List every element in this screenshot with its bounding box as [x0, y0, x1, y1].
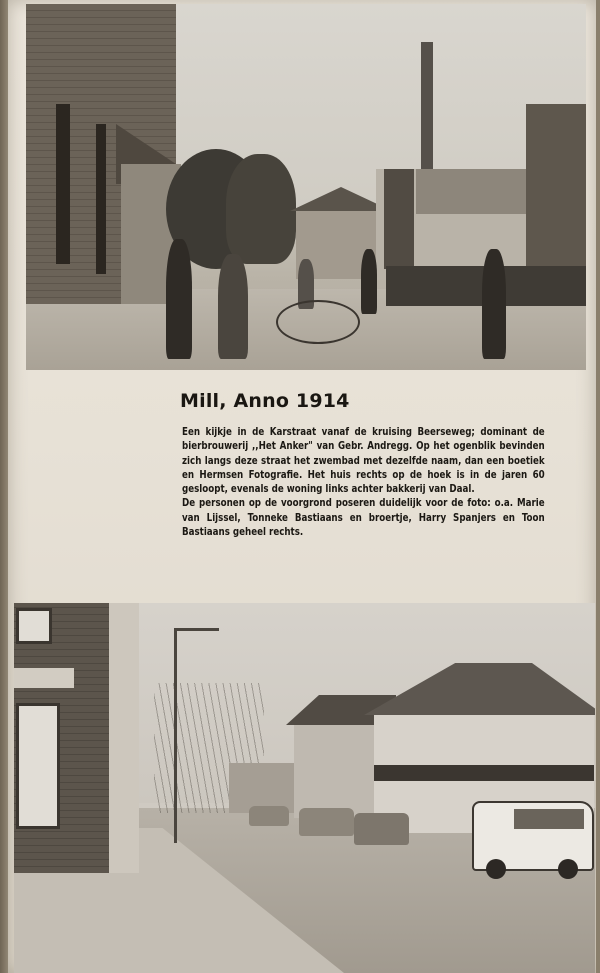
photo-person	[482, 249, 506, 359]
photo-handcart	[276, 300, 360, 344]
photo-car	[354, 813, 409, 845]
article-title: Mill, Anno 1914	[180, 390, 350, 412]
photo-person	[218, 254, 248, 359]
photo-person	[166, 239, 192, 359]
historical-photo	[26, 4, 586, 370]
photo-van	[472, 801, 594, 871]
photo-tree	[226, 154, 296, 264]
photo-car	[249, 806, 289, 826]
modern-photo	[14, 603, 595, 973]
street-lamp	[174, 628, 177, 843]
brewery-chimney	[421, 42, 433, 182]
photo-car	[299, 808, 354, 836]
photo-person	[361, 249, 377, 314]
caption-paragraph: Een kijkje in de Karstraat vanaf de kruising Beerseweg; dominant de bierbrouwerij ,,Het Anker" van Gebr. Andregg. Op het ogenblik bevinden zich langs deze straat het zwembad met dezelfde naam, dan een boetiek en Hermsen Fotografie. Het huis rechts op de hoek is in de jaren 60 gesloopt, evenals de woning links achter bakkerij van Daal.	[182, 426, 545, 496]
article-caption	[182, 425, 545, 539]
street-lamp-arm	[174, 628, 219, 631]
photo-house	[294, 723, 384, 818]
caption-paragraph: De personen op de voorgrond poseren duidelijk voor de foto: o.a. Marie van Lijssel, Tonneke Bastiaans en broertje, Harry Spanjers en Toon Bastiaans geheel rechts.	[182, 497, 545, 539]
photo-building-left	[14, 603, 139, 873]
